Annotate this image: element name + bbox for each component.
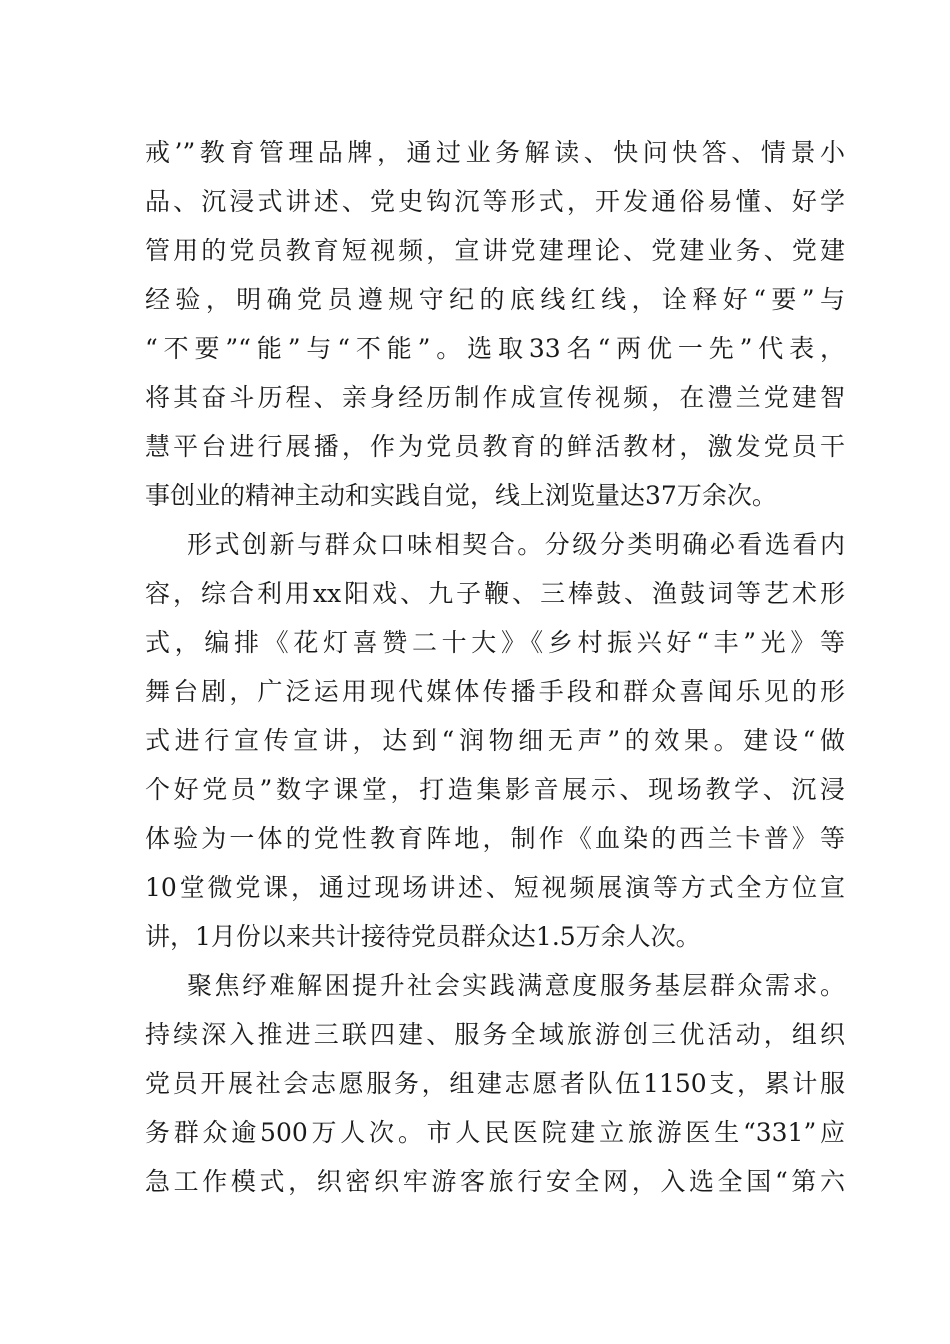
text-line: 务群众逾500万人次。市人民医院建立旅游医生“331”应 (145, 1118, 845, 1147)
text-line: 将其奋斗历程、亲身经历制作成宣传视频，在澧兰党建智 (145, 383, 845, 412)
text-line: 10堂微党课，通过现场讲述、短视频展演等方式全方位宣 (145, 873, 845, 902)
text-line: 慧平台进行展播，作为党员教育的鲜活教材，激发党员干 (145, 432, 845, 461)
text-line: 经验，明确党员遵规守纪的底线红线，诠释好“要”与 (145, 285, 845, 314)
text-line: 舞台剧，广泛运用现代媒体传播手段和群众喜闻乐见的形 (145, 677, 845, 706)
text-line: 事创业的精神主动和实践自觉，线上浏览量达37万余次。 (145, 481, 777, 510)
text-line: 戒’”教育管理品牌，通过业务解读、快问快答、情景小 (145, 138, 845, 167)
text-line: 式，编排《花灯喜赞二十大》《乡村振兴好“丰”光》等 (145, 628, 845, 657)
text-line: 党员开展社会志愿服务，组建志愿者队伍1150支，累计服 (145, 1069, 845, 1098)
text-line: 品、沉浸式讲述、党史钩沉等形式，开发通俗易懂、好学 (145, 187, 845, 216)
paragraph-first-line: 聚焦纾难解困提升社会实践满意度服务基层群众需求。 (187, 971, 845, 1000)
text-line: 式进行宣传宣讲，达到“润物细无声”的效果。建设“做 (145, 726, 845, 755)
paragraph-first-line: 形式创新与群众口味相契合。分级分类明确必看选看内 (187, 530, 845, 559)
text-line: 管用的党员教育短视频，宣讲党建理论、党建业务、党建 (145, 236, 845, 265)
text-line: 讲，1月份以来共计接待党员群众达1.5万余人次。 (145, 922, 701, 951)
text-line: 个好党员”数字课堂，打造集影音展示、现场教学、沉浸 (145, 775, 845, 804)
text-line: 容，综合利用xx阳戏、九子鞭、三棒鼓、渔鼓词等艺术形 (145, 579, 845, 608)
text-line: “不要”“能”与“不能”。选取33名“两优一先”代表， (145, 334, 845, 363)
text-line: 体验为一体的党性教育阵地，制作《血染的西兰卡普》等 (145, 824, 845, 853)
text-line: 持续深入推进三联四建、服务全域旅游创三优活动，组织 (145, 1020, 845, 1049)
text-line: 急工作模式，织密织牢游客旅行安全网，入选全国“第六 (145, 1167, 845, 1196)
